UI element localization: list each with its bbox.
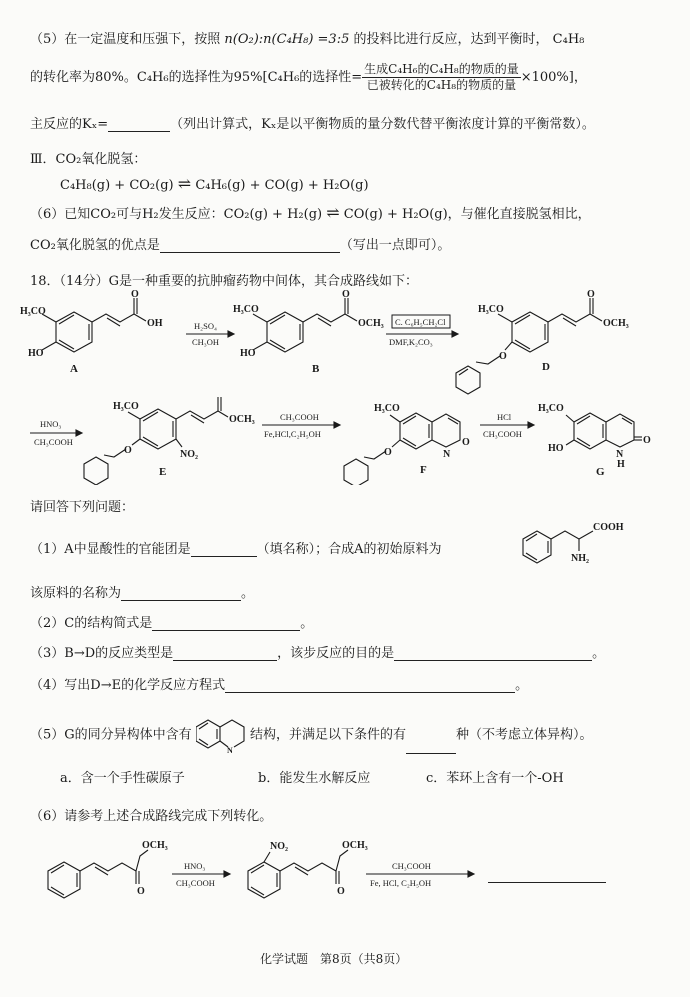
svg-text:NH₂: NH₂ — [571, 553, 589, 564]
compound-g-structure — [538, 403, 651, 478]
svg-text:CH₃COOH: CH₃COOH — [34, 437, 73, 447]
q18-sub1-line1: （1）A中显酸性的官能团是 （填名称）；合成A的初始原料为 — [30, 542, 442, 557]
compound-b-label: B — [312, 363, 320, 375]
q18-sub3: （3）B→D的反应类型是 ，该步反应的目的是 。 — [30, 646, 606, 661]
arrow-b-to-d — [386, 315, 458, 347]
sub3-answer-blank-1[interactable] — [173, 646, 277, 661]
sub4-answer-blank[interactable] — [225, 678, 515, 693]
sub2-answer-blank[interactable] — [152, 616, 300, 631]
q6-line1: （6）已知CO₂可与H₂发生反应：CO₂(g) + H₂(g) ⇌ CO(g) + H₂O(g)，与催化直接脱氢相比， — [30, 203, 591, 222]
page-footer: 化学试题 第8页（共8页） — [260, 952, 408, 966]
svg-text:O: O — [587, 290, 595, 300]
q18-sub5: （5）G的同分异构体中含有 N 结构，并满足以下条件的有 种（不考虑立体异构）。 — [30, 716, 592, 754]
svg-text:N: N — [226, 746, 233, 754]
methyl-cinnamate-structure — [48, 840, 168, 898]
q18-sub2: （2）C的结构简式是 。 — [30, 616, 314, 631]
svg-text:H₃CO: H₃CO — [113, 401, 139, 412]
a-ho-label: HO — [28, 348, 44, 359]
svg-text:Fe,HCl,C₂H₅OH: Fe,HCl,C₂H₅OH — [264, 429, 321, 439]
synthesis-row-2 — [0, 395, 690, 485]
sub6-scheme — [0, 832, 690, 902]
svg-text:N: N — [616, 449, 624, 460]
compound-b-structure — [233, 290, 384, 375]
svg-text:NO₂: NO₂ — [270, 841, 288, 852]
svg-text:HO: HO — [240, 348, 256, 359]
compound-f-label: F — [420, 464, 427, 476]
svg-text:O: O — [124, 445, 132, 456]
arrow-f-to-g — [480, 412, 534, 439]
svg-text:OCH₃: OCH₃ — [358, 318, 384, 329]
svg-text:OCH₃: OCH₃ — [603, 318, 629, 329]
svg-text:Fe, HCl, C₂H₅OH: Fe, HCl, C₂H₅OH — [370, 878, 432, 888]
svg-text:OCH₃: OCH₃ — [342, 840, 368, 851]
svg-text:OCH₃: OCH₃ — [229, 414, 255, 425]
svg-text:HCl: HCl — [497, 412, 512, 422]
q5-line3: 主反应的Kₓ= （列出计算式，Kₓ是以平衡物质的量分数代替平衡浓度计算的平衡常数）。 — [30, 117, 595, 132]
compound-f-structure — [344, 403, 470, 485]
svg-text:H₃CO: H₃CO — [374, 403, 400, 414]
compound-d-label: D — [542, 361, 550, 373]
a-o-label: O — [131, 290, 139, 300]
svg-text:O: O — [337, 886, 345, 897]
arrow-a-to-b — [186, 321, 234, 347]
q18-sub1-line2: 该原料的名称为 。 — [30, 586, 255, 601]
q18-sub6: （6）请参考上述合成路线完成下列转化。 — [30, 809, 273, 824]
arrow-e-to-f — [262, 412, 340, 439]
sub6-arrow-1 — [172, 861, 230, 888]
svg-text:HNO₃: HNO₃ — [184, 861, 206, 871]
svg-text:H₃CO: H₃CO — [478, 304, 504, 315]
svg-text:OCH₃: OCH₃ — [142, 840, 168, 851]
svg-text:C. C₆H₅CH₂Cl: C. C₆H₅CH₂Cl — [395, 317, 446, 327]
q6-answer-blank[interactable] — [160, 238, 340, 253]
svg-text:O: O — [499, 351, 507, 362]
compound-a-structure — [20, 290, 163, 375]
tetrahydroquinoline-structure — [196, 716, 246, 754]
svg-text:H: H — [617, 459, 625, 470]
svg-text:CH₃COOH: CH₃COOH — [483, 429, 522, 439]
section3-equation: C₄H₈(g) + CO₂(g) ⇌ C₄H₆(g) + CO(g) + H₂O(g) — [60, 174, 369, 193]
selectivity-fraction: $\frac{\text{生成C₄H₆的C₄H₈的物质的量}}{\text{已被转化的C₄H₈的物质的量}}$ — [364, 62, 519, 92]
compound-e-structure — [84, 397, 255, 485]
synthesis-row-1 — [0, 290, 690, 395]
sub5-condition-b: b．能发生水解反应 — [258, 771, 371, 786]
svg-text:O: O — [643, 435, 651, 446]
svg-text:CH₃COOH: CH₃COOH — [280, 412, 319, 422]
nitro-cinnamate-structure — [248, 840, 368, 898]
phenylalanine-structure — [515, 515, 675, 575]
svg-text:CH₃COOH: CH₃COOH — [392, 861, 431, 871]
compound-d-structure — [456, 290, 629, 394]
q6-line2: CO₂氧化脱氢的优点是 （写出一点即可）。 — [30, 238, 451, 253]
a-h3co-label: H₃CO — [20, 306, 46, 317]
svg-text:NO₂: NO₂ — [180, 449, 198, 460]
sub5-answer-blank[interactable] — [406, 739, 456, 754]
sub5-condition-a: a．含一个手性碳原子 — [60, 771, 185, 786]
sub3-answer-blank-2[interactable] — [394, 646, 592, 661]
svg-text:O: O — [137, 886, 145, 897]
q5-line1: （5）在一定温度和压强下，按照 n(O₂):n(C₄H₈) =3:5 的投料比进行反应，达到平衡时， C₄H₈ — [30, 32, 585, 47]
q18-prompt: 请回答下列问题： — [30, 500, 135, 515]
arrow-d-to-e — [30, 419, 82, 447]
compound-e-label: E — [159, 466, 167, 478]
sub5-condition-c: c．苯环上含有一个-OH — [426, 771, 564, 786]
sub1-answer-blank-1[interactable] — [191, 542, 257, 557]
svg-text:H₂SO₄: H₂SO₄ — [194, 321, 217, 331]
kx-answer-blank[interactable] — [108, 117, 170, 132]
svg-text:CH₃COOH: CH₃COOH — [176, 878, 215, 888]
q18-header: 18．（14分）G是一种重要的抗肿瘤药物中间体，其合成路线如下： — [30, 274, 418, 289]
svg-text:DMF,K₂CO₃: DMF,K₂CO₃ — [389, 337, 433, 347]
compound-a-label: A — [70, 363, 78, 375]
svg-text:COOH: COOH — [593, 522, 624, 533]
q5-line2: 的转化率为80%。C₄H₆的选择性为95%[C₄H₆的选择性= $\frac{\text{生成C₄H₆的C₄H₈的物质的量}}{\text{已被转化的C₄H₈的物质的量}}$ ×100%]， — [30, 62, 587, 92]
svg-text:HNO₃: HNO₃ — [40, 419, 62, 429]
svg-text:CH₃OH: CH₃OH — [192, 337, 220, 347]
svg-text:H₃CO: H₃CO — [538, 403, 564, 414]
compound-g-label: G — [596, 466, 605, 478]
sub1-answer-blank-2[interactable] — [121, 586, 241, 601]
svg-text:HO: HO — [548, 443, 564, 454]
svg-text:O: O — [384, 447, 392, 458]
section3-title: Ⅲ．CO₂氧化脱氢： — [30, 152, 147, 167]
svg-text:H₃CO: H₃CO — [233, 304, 259, 315]
a-oh-label: OH — [147, 318, 163, 329]
sub6-answer-blank[interactable] — [488, 868, 606, 883]
svg-text:O: O — [342, 290, 350, 300]
svg-text:N: N — [443, 449, 451, 460]
q18-sub4: （4）写出D→E的化学反应方程式 。 — [30, 678, 529, 693]
svg-text:O: O — [462, 437, 470, 448]
sub6-arrow-2 — [366, 861, 474, 888]
